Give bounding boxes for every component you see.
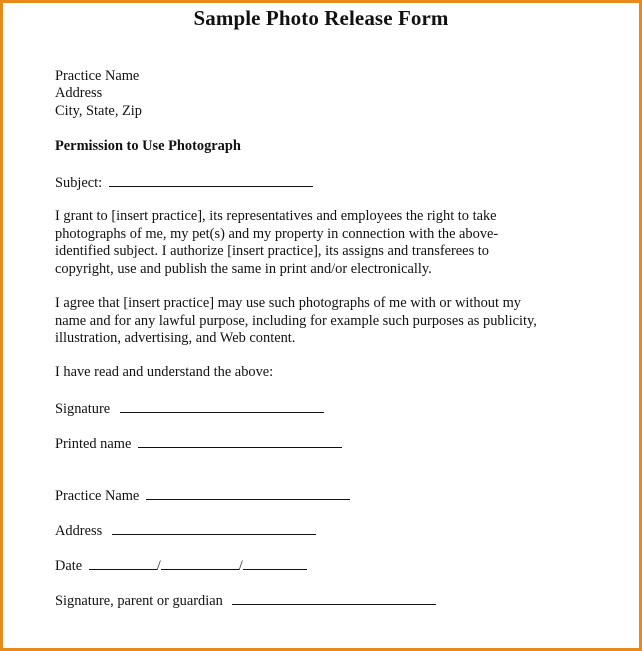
- subject-blank[interactable]: [109, 173, 313, 187]
- practice-name-blank[interactable]: [146, 486, 350, 500]
- form-title: Sample Photo Release Form: [193, 6, 449, 30]
- address-label: Address: [55, 523, 103, 539]
- date-separator: /: [238, 558, 243, 574]
- grant-paragraph-line: photographs of me, my pet(s) and my property in connection with the above-: [55, 225, 499, 242]
- practice-name-field: [55, 486, 350, 506]
- date-day-blank[interactable]: [161, 556, 239, 570]
- guardian-signature-field: [55, 591, 436, 611]
- subject-field: [55, 173, 313, 193]
- address-field: [55, 521, 316, 541]
- grant-paragraph: [55, 208, 498, 278]
- date-month-blank[interactable]: [89, 556, 157, 570]
- signature-blank[interactable]: [120, 399, 324, 413]
- date-field: [55, 556, 307, 576]
- date-year-blank[interactable]: [243, 556, 307, 570]
- guardian-signature-blank[interactable]: [232, 591, 436, 605]
- section-heading: Permission to Use Photograph: [55, 138, 241, 154]
- city-state-zip-line: City, State, Zip: [55, 103, 143, 119]
- agree-paragraph-line: name and for any lawful purpose, including for example such purposes as publicity,: [55, 312, 537, 329]
- agree-paragraph-line: I agree that [insert practice] may use such photographs of me with or without my: [55, 295, 521, 311]
- acknowledgement-text: I have read and understand the above:: [55, 364, 274, 380]
- signature-field: [55, 399, 324, 419]
- grant-paragraph-line: I grant to [insert practice], its representatives and employees the right to take: [55, 208, 497, 224]
- signature-label: Signature: [55, 401, 111, 417]
- guardian-signature-label: Signature, parent or guardian: [55, 593, 223, 609]
- grant-paragraph-line: identified subject. I authorize [insert practice], its assigns and transferees to: [55, 243, 489, 259]
- printed-name-blank[interactable]: [138, 434, 342, 448]
- subject-label: Subject:: [55, 175, 103, 191]
- agree-paragraph-line: illustration, advertising, and Web content.: [55, 330, 296, 346]
- address-line: Address: [55, 85, 103, 101]
- grant-paragraph-line: copyright, use and publish the same in print and/or electronically.: [55, 260, 432, 277]
- practice-name-label: Practice Name: [55, 488, 140, 504]
- printed-name-label: Printed name: [55, 436, 132, 452]
- printed-name-field: [55, 434, 342, 454]
- agree-paragraph: [55, 295, 537, 348]
- practice-name-line: Practice Name: [55, 68, 140, 84]
- date-separator: /: [156, 558, 161, 574]
- date-label: Date: [55, 558, 83, 574]
- address-blank[interactable]: [112, 521, 316, 535]
